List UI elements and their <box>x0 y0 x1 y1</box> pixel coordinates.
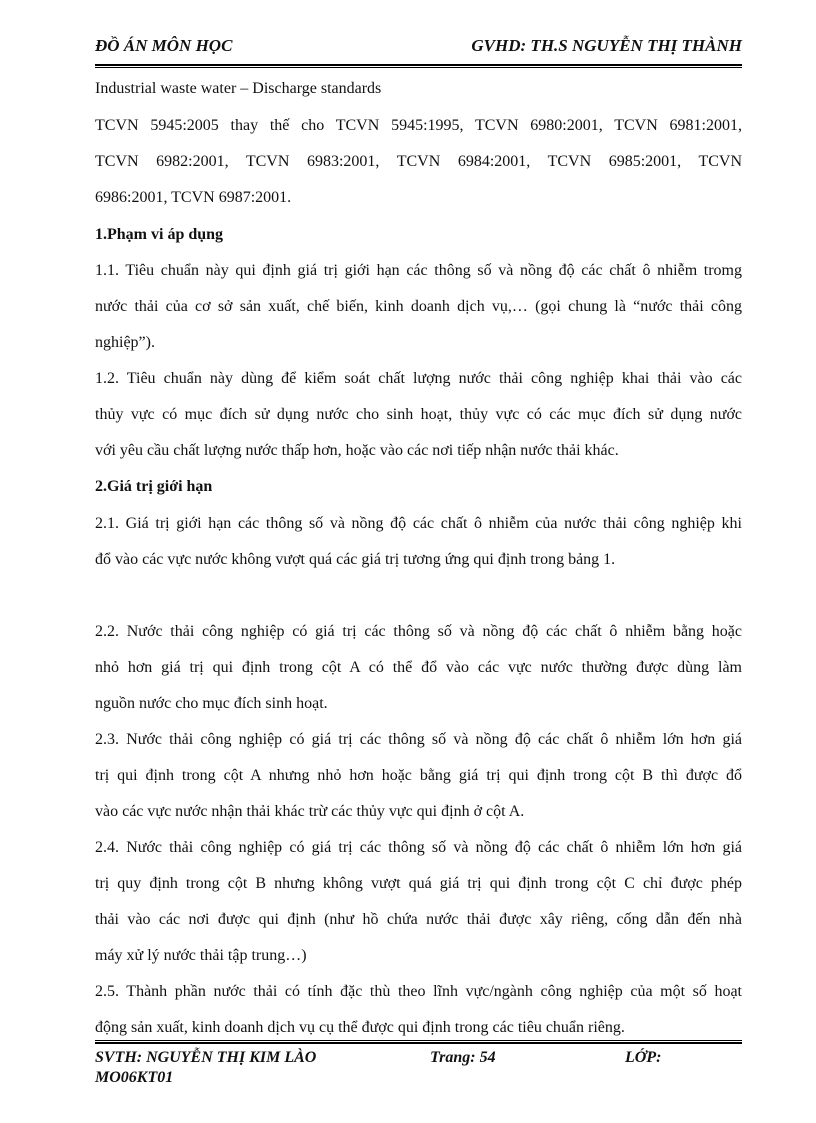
header-course-title: ĐỒ ÁN MÔN HỌC <box>95 36 233 55</box>
paragraph-line: 2.4. Nước thải công nghiệp có giá trị các thông số và nồng độ các chất ô nhiễm lớn hơn giá <box>95 839 742 856</box>
footer-class-label: LỚP: <box>625 1049 662 1066</box>
footer-class-code: MO06KT01 <box>95 1069 174 1086</box>
paragraph-line: 2.3. Nước thải công nghiệp có giá trị các thông số và nồng độ các chất ô nhiễm lớn hơn giá <box>95 731 742 748</box>
paragraph-line: động sản xuất, kinh doanh dịch vụ cụ thể được qui định trong các tiêu chuẩn riêng. <box>95 1019 625 1036</box>
paragraph-line: nhỏ hơn giá trị qui định trong cột A có thể đổ vào các vực nước thường được dùng làm <box>95 659 742 676</box>
standard-replaces-line: TCVN 6982:2001, TCVN 6983:2001, TCVN 6984:2001, TCVN 6985:2001, TCVN <box>95 153 742 170</box>
paragraph-line: nghiệp”). <box>95 334 155 351</box>
paragraph-line: nguồn nước cho mục đích sinh hoạt. <box>95 695 328 712</box>
paragraph-line: trị quy định trong cột B nhưng không vượt quá giá trị qui định trong cột C chỉ được phép <box>95 875 742 892</box>
paragraph-line: thải vào các nơi được qui định (như hồ chứa nước thải được xây riêng, cống dẫn đến nhà <box>95 911 742 928</box>
paragraph-line: 1.1. Tiêu chuẩn này qui định giá trị giới hạn các thông số và nồng độ các chất ô nhiễm tromg <box>95 262 742 279</box>
footer-rule <box>95 1040 742 1044</box>
paragraph-line: 2.2. Nước thải công nghiệp có giá trị các thông số và nồng độ các chất ô nhiễm bằng hoặc <box>95 623 742 640</box>
paragraph-line: 2.1. Giá trị giới hạn các thông số và nồng độ các chất ô nhiễm của nước thải công nghiệp khi <box>95 515 742 532</box>
section-heading-scope: 1.Phạm vi áp dụng <box>95 226 224 243</box>
page-header <box>95 36 742 64</box>
paragraph-line: đổ vào các vực nước không vượt quá các giá trị tương ứng qui định trong bảng 1. <box>95 551 616 568</box>
paragraph-line: nước thải của cơ sở sản xuất, chế biến, kinh doanh dịch vụ,… (gọi chung là “nước thải công <box>95 298 742 315</box>
paragraph-line: với yêu cầu chất lượng nước thấp hơn, hoặc vào các nơi tiếp nhận nước thải khác. <box>95 442 619 459</box>
header-instructor: GVHD: TH.S NGUYỄN THỊ THÀNH <box>471 36 742 55</box>
footer-page-number: Trang: 54 <box>430 1049 496 1066</box>
paragraph-line: thủy vực có mục đích sử dụng nước cho sinh hoạt, thủy vực có các mục đích sử dụng nước <box>95 406 742 423</box>
standard-subtitle: Industrial waste water – Discharge standards <box>95 80 382 97</box>
paragraph-line: vào các vực nước nhận thải khác trừ các thủy vực qui định ở cột A. <box>95 803 525 820</box>
standard-replaces-line: 6986:2001, TCVN 6987:2001. <box>95 189 292 206</box>
paragraph-line: máy xử lý nước thải tập trung…) <box>95 947 307 964</box>
header-rule <box>95 64 742 68</box>
paragraph-line: trị qui định trong cột A nhưng nhỏ hơn hoặc bằng giá trị qui định trong cột B thì được đổ <box>95 767 742 784</box>
paragraph-line: 1.2. Tiêu chuẩn này dùng để kiểm soát chất lượng nước thải công nghiệp khai thải vào các <box>95 370 742 387</box>
paragraph-line: 2.5. Thành phần nước thải có tính đặc thù theo lĩnh vực/ngành công nghiệp của một số hoạt <box>95 983 742 1000</box>
section-heading-limits: 2.Giá trị giới hạn <box>95 478 213 495</box>
footer-student: SVTH: NGUYỄN THỊ KIM LÀO <box>95 1049 317 1066</box>
standard-replaces-line: TCVN 5945:2005 thay thế cho TCVN 5945:1995, TCVN 6980:2001, TCVN 6981:2001, <box>95 117 742 134</box>
